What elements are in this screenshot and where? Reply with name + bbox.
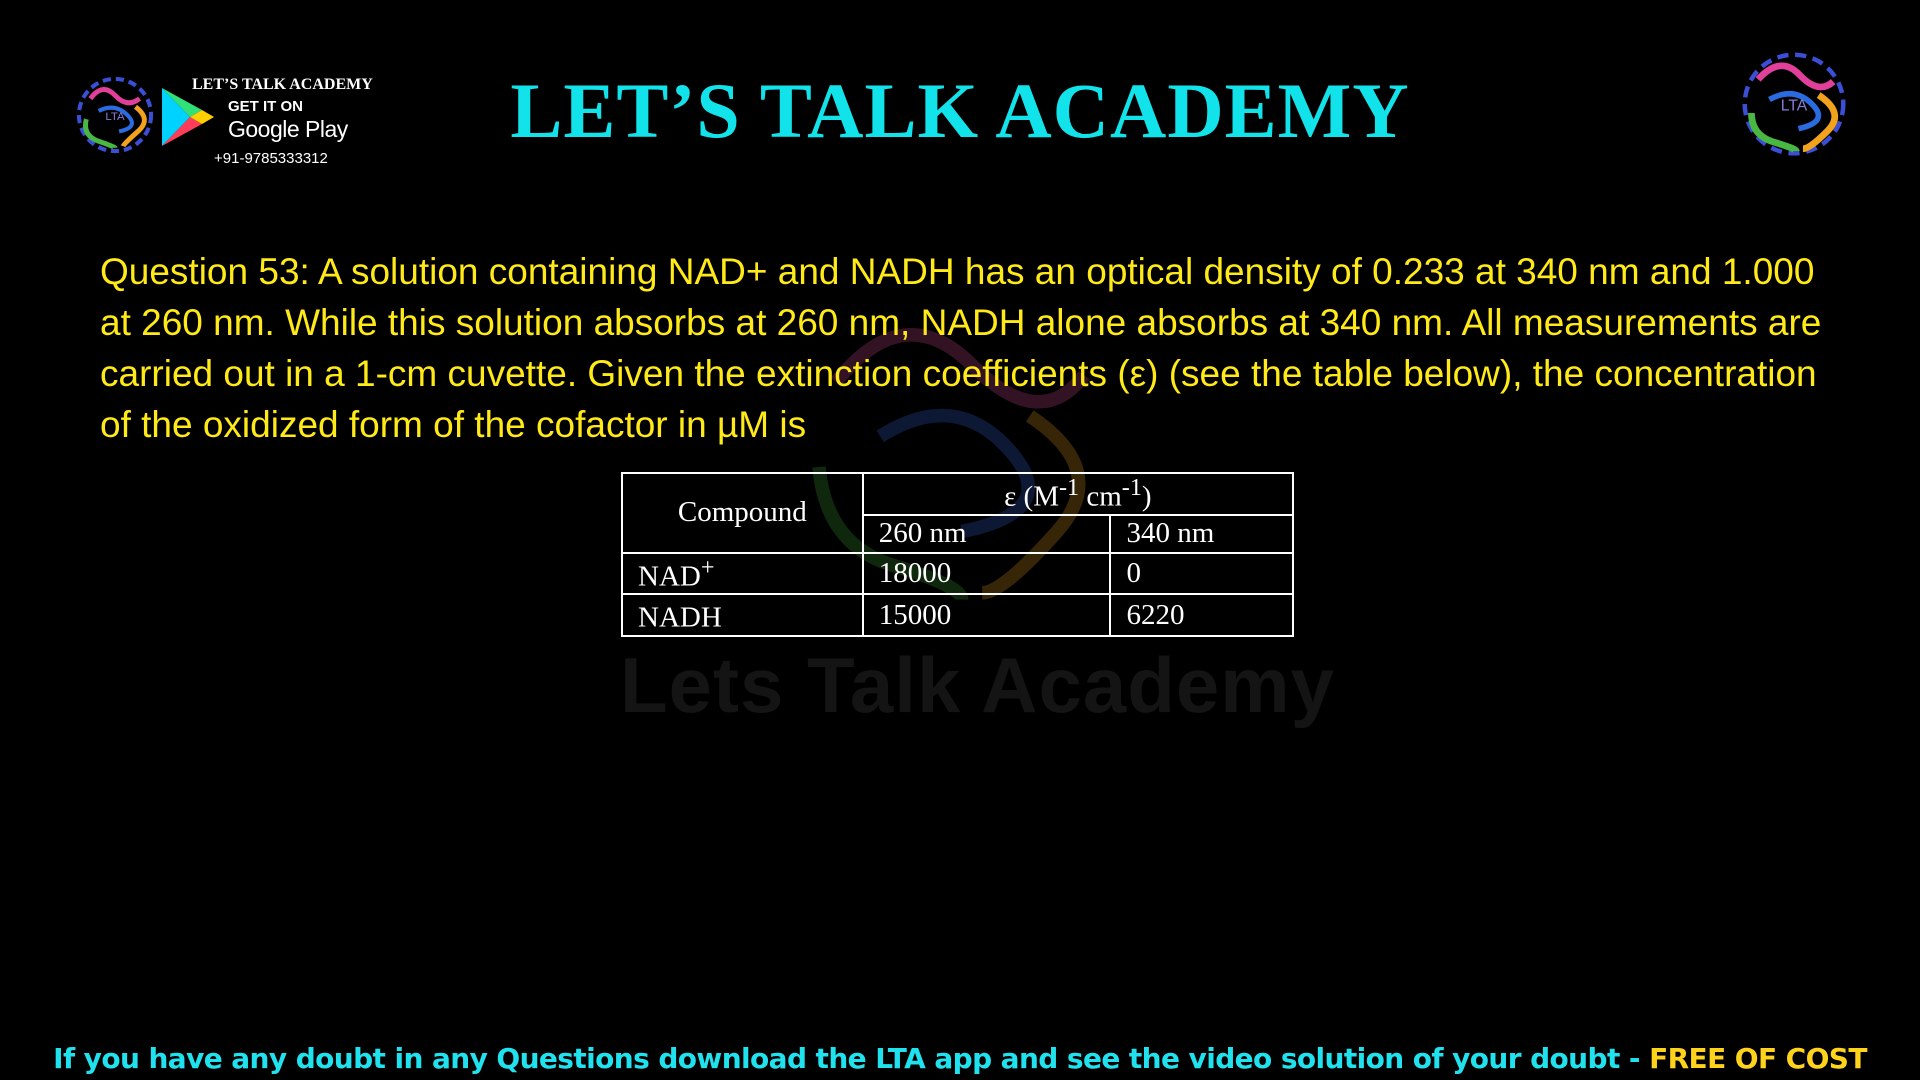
cell-compound: NADH: [622, 594, 863, 636]
footer-banner: [0, 1042, 1920, 1075]
cell-340: 0: [1110, 553, 1293, 595]
promo-store-name: Google Play: [228, 116, 348, 142]
page-title: LET’S TALK ACADEMY: [510, 67, 1410, 154]
question-text: Question 53: A solution containing NAD+ and NADH has an optical density of 0.233 at 340 nm and 1.000 at 260 nm. While this solution absorbs at 260 nm, NADH alone absorbs at 340 nm. All measurements are carried out in a 1-cm cuvette. Given the extinction coefficients (ε) (see the table below), the concentration of the oxidized form of the cofactor in µM is: [100, 251, 1822, 445]
svg-text:LTA: LTA: [1780, 97, 1808, 115]
cell-260: 15000: [863, 594, 1111, 636]
header-340nm: 340 nm: [1110, 515, 1293, 553]
extinction-coefficient-table: [621, 472, 1294, 637]
header-compound: Compound: [622, 473, 863, 553]
header-epsilon: ε ($M^{-1}$ $cm^{-1}$): [863, 473, 1293, 515]
header-260nm: 260 nm: [863, 515, 1111, 553]
promo-get-it-on: GET IT ON: [228, 98, 303, 115]
table-row: [622, 594, 1293, 636]
protein-ribbon-logo-icon: [1736, 48, 1852, 160]
promo-phone: +91-9785333312: [214, 150, 328, 167]
cell-260: 18000: [863, 553, 1111, 595]
watermark-text: Lets Talk Academy: [620, 641, 1335, 729]
cell-compound: NAD+: [622, 553, 863, 595]
cell-340: 6220: [1110, 594, 1293, 636]
footer-highlight: FREE OF COST: [1649, 1042, 1867, 1075]
table-row: [622, 553, 1293, 595]
svg-text:LTA: LTA: [105, 110, 125, 123]
promo-brand: LET’S TALK ACADEMY: [192, 76, 373, 93]
footer-text: If you have any doubt in any Questions download the LTA app and see the video solution of your doubt -: [53, 1042, 1650, 1075]
